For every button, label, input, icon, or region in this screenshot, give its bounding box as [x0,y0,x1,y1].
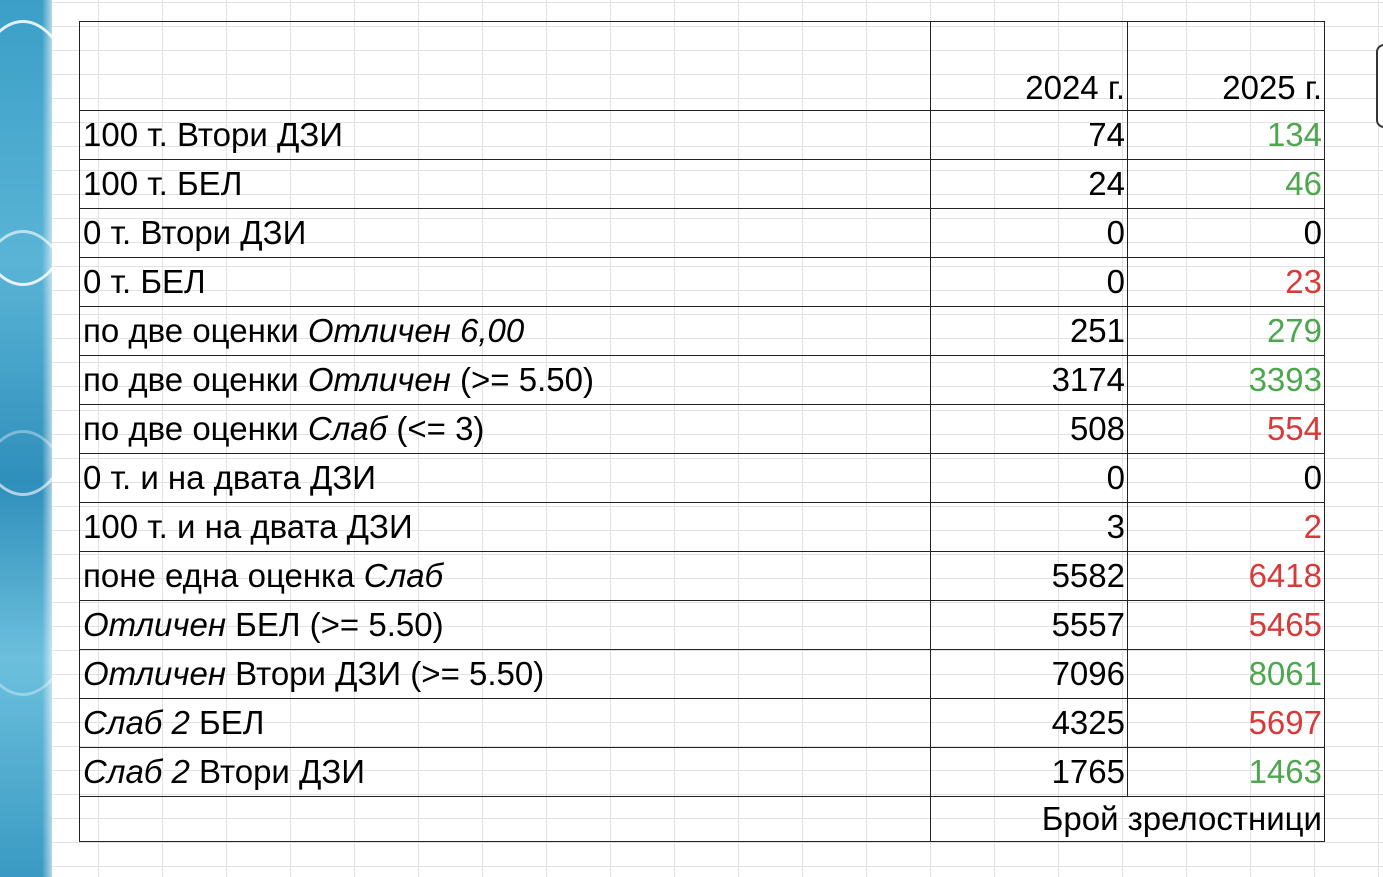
row-label-cell[interactable] [80,748,931,797]
header-empty-cell[interactable] [80,22,931,111]
row-label-cell[interactable] [80,552,931,601]
table-row [80,160,1325,209]
label-text: 100 т. Втори ДЗИ [83,116,343,153]
label-text: БЕЛ [189,704,265,741]
row-label-cell[interactable] [80,160,931,209]
value-2024-cell[interactable]: 3174 [931,356,1128,405]
value-2025-cell[interactable]: 554 [1128,405,1325,454]
value-2024-cell[interactable]: 74 [931,111,1128,160]
label-text: (<= 3) [387,410,485,447]
row-label-cell[interactable] [80,503,931,552]
value-2024-cell[interactable]: 5557 [931,601,1128,650]
value-2025-cell[interactable]: 5465 [1128,601,1325,650]
label-text: Отличен [83,655,226,692]
value-2024-cell[interactable]: 7096 [931,650,1128,699]
label-text: Слаб [307,410,388,447]
side-handle[interactable] [1376,44,1383,128]
value-2025-cell[interactable]: 6418 [1128,552,1325,601]
row-label-cell[interactable] [80,209,931,258]
label-text: 100 т. БЕЛ [83,165,243,202]
label-text: 100 т. и на двата ДЗИ [83,508,413,545]
header-row [80,22,1325,111]
value-2025-cell[interactable]: 8061 [1128,650,1325,699]
value-2025-cell[interactable]: 279 [1128,307,1325,356]
table-row [80,699,1325,748]
row-label-cell[interactable] [80,258,931,307]
value-2025-cell[interactable]: 23 [1128,258,1325,307]
label-text: Отличен [83,606,226,643]
value-2024-cell[interactable]: 3 [931,503,1128,552]
table-row [80,454,1325,503]
label-text: 0 т. БЕЛ [83,263,206,300]
label-text: Слаб 2 [83,704,190,741]
slide-decoration [0,0,52,877]
value-2025-cell[interactable]: 0 [1128,454,1325,503]
row-label-cell[interactable] [80,405,931,454]
label-text: Отличен 6,00 [307,312,525,349]
row-label-cell[interactable] [80,601,931,650]
row-label-cell[interactable] [80,356,931,405]
label-text: поне една оценка [83,557,364,594]
table-row [80,258,1325,307]
table-row [80,503,1325,552]
label-text: Втори ДЗИ (>= 5.50) [226,655,545,692]
footer-caption[interactable]: Брой зрелостници [931,797,1325,842]
value-2024-cell[interactable]: 4325 [931,699,1128,748]
label-text: БЕЛ (>= 5.50) [226,606,444,643]
table-row [80,748,1325,797]
row-label-cell[interactable] [80,650,931,699]
results-table [79,21,1325,842]
label-text: Слаб 2 [83,753,190,790]
value-2024-cell[interactable]: 24 [931,160,1128,209]
value-2024-cell[interactable]: 1765 [931,748,1128,797]
value-2025-cell[interactable]: 134 [1128,111,1325,160]
label-text: Отличен [307,361,451,398]
footer-row [80,797,1325,842]
label-text: (>= 5.50) [450,361,594,398]
value-2024-cell[interactable]: 5582 [931,552,1128,601]
value-2025-cell[interactable]: 46 [1128,160,1325,209]
value-2024-cell[interactable]: 0 [931,258,1128,307]
footer-empty-cell[interactable] [80,797,931,842]
value-2024-cell[interactable]: 0 [931,454,1128,503]
table-row [80,650,1325,699]
row-label-cell[interactable] [80,454,931,503]
label-text: Слаб [363,557,444,594]
value-2025-cell[interactable]: 5697 [1128,699,1325,748]
header-2025[interactable]: 2025 г. [1128,22,1325,111]
table-row [80,405,1325,454]
value-2024-cell[interactable]: 251 [931,307,1128,356]
label-text: по две оценки [83,410,308,447]
label-text: 0 т. и на двата ДЗИ [83,459,376,496]
table-row [80,601,1325,650]
value-2025-cell[interactable]: 3393 [1128,356,1325,405]
label-text: по две оценки [83,312,308,349]
label-text: 0 т. Втори ДЗИ [83,214,307,251]
table-row [80,356,1325,405]
table-row [80,552,1325,601]
value-2024-cell[interactable]: 0 [931,209,1128,258]
decor-shade [42,0,52,877]
row-label-cell[interactable] [80,699,931,748]
value-2024-cell[interactable]: 508 [931,405,1128,454]
table-row [80,111,1325,160]
value-2025-cell[interactable]: 2 [1128,503,1325,552]
value-2025-cell[interactable]: 1463 [1128,748,1325,797]
table-row [80,209,1325,258]
label-text: Втори ДЗИ [189,753,366,790]
row-label-cell[interactable] [80,307,931,356]
table-row [80,307,1325,356]
row-label-cell[interactable] [80,111,931,160]
value-2025-cell[interactable]: 0 [1128,209,1325,258]
label-text: по две оценки [83,361,308,398]
header-2024[interactable]: 2024 г. [931,22,1128,111]
